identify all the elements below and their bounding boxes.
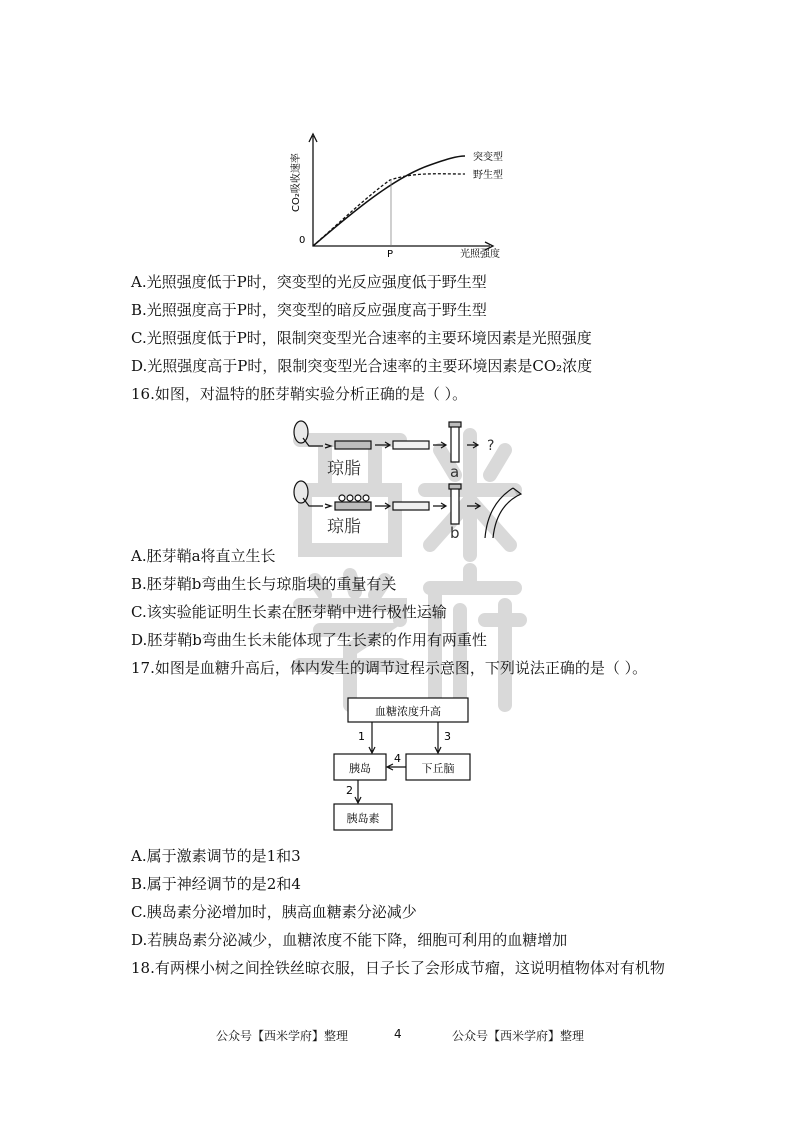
- blood-sugar-regulation-diagram: [328, 696, 478, 836]
- q15-option-b: B.光照强度高于P时，突变型的暗反应强度高于野生型: [131, 301, 487, 319]
- box-pancreatic-islet: 胰岛: [349, 762, 371, 775]
- q15-option-c: C.光照强度低于P时，限制突变型光合速率的主要环境因素是光照强度: [131, 329, 592, 347]
- coleoptile-b-label: b: [450, 524, 460, 542]
- footer-right: 公众号【西米学府】整理: [452, 1029, 585, 1043]
- arrow-label-4: 4: [394, 752, 401, 765]
- question-mark: ?: [487, 438, 495, 454]
- q17-stem: 17.如图是血糖升高后，体内发生的调节过程示意图，下列说法正确的是（ ）。: [131, 659, 648, 677]
- arrow-label-2: 2: [346, 784, 353, 797]
- box-hypothalamus: 下丘脑: [421, 762, 455, 775]
- legend-mutant: 突变型: [473, 152, 503, 163]
- q15-option-a: A.光照强度低于P时，突变型的光反应强度低于野生型: [131, 273, 487, 291]
- q16-stem: 16.如图，对温特的胚芽鞘实验分析正确的是（ ）。: [131, 385, 468, 403]
- q17-option-d: D.若胰岛素分泌减少，血糖浓度不能下降，细胞可利用的血糖增加: [131, 931, 568, 949]
- footer-left: 公众号【西米学府】整理: [216, 1029, 349, 1043]
- q17-option-a: A.属于激素调节的是1和3: [131, 847, 301, 865]
- q16-option-a: A.胚芽鞘a将直立生长: [131, 547, 276, 565]
- q16-option-d: D.胚芽鞘b弯曲生长未能体现了生长素的作用有两重性: [131, 631, 487, 649]
- q16-option-c: C.该实验能证明生长素在胚芽鞘中进行极性运输: [131, 603, 447, 621]
- agar-label-top: 琼脂: [327, 459, 361, 479]
- box-insulin: 胰岛素: [346, 812, 380, 825]
- origin-label: 0: [299, 235, 306, 246]
- box-blood-sugar-rise: 血糖浓度升高: [375, 705, 441, 718]
- q18-stem: 18.有两棵小树之间拴铁丝晾衣服，日子长了会形成节瘤，这说明植物体对有机物: [131, 959, 665, 977]
- y-axis-label: CO₂吸收速率: [291, 153, 302, 212]
- coleoptile-a-label: a: [450, 463, 460, 481]
- q15-option-d: D.光照强度高于P时，限制突变型光合速率的主要环境因素是CO₂浓度: [131, 357, 593, 375]
- q17-option-b: B.属于神经调节的是2和4: [131, 875, 301, 893]
- photosynthesis-graph: [285, 132, 525, 262]
- mutant-curve: [313, 156, 465, 246]
- page-number: 4: [394, 1027, 402, 1041]
- agar-label-bottom: 琼脂: [327, 517, 361, 537]
- arrow-label-3: 3: [444, 730, 451, 743]
- p-tick-label: P: [387, 249, 394, 260]
- legend-wild: 野生型: [473, 170, 503, 181]
- x-axis-label: 光照强度: [460, 249, 500, 260]
- q17-option-c: C.胰岛素分泌增加时，胰高血糖素分泌减少: [131, 903, 417, 921]
- arrow-label-1: 1: [358, 730, 365, 743]
- coleoptile-experiment-figure: [285, 414, 525, 542]
- q16-option-b: B.胚芽鞘b弯曲生长与琼脂块的重量有关: [131, 575, 397, 593]
- wild-curve: [313, 174, 465, 246]
